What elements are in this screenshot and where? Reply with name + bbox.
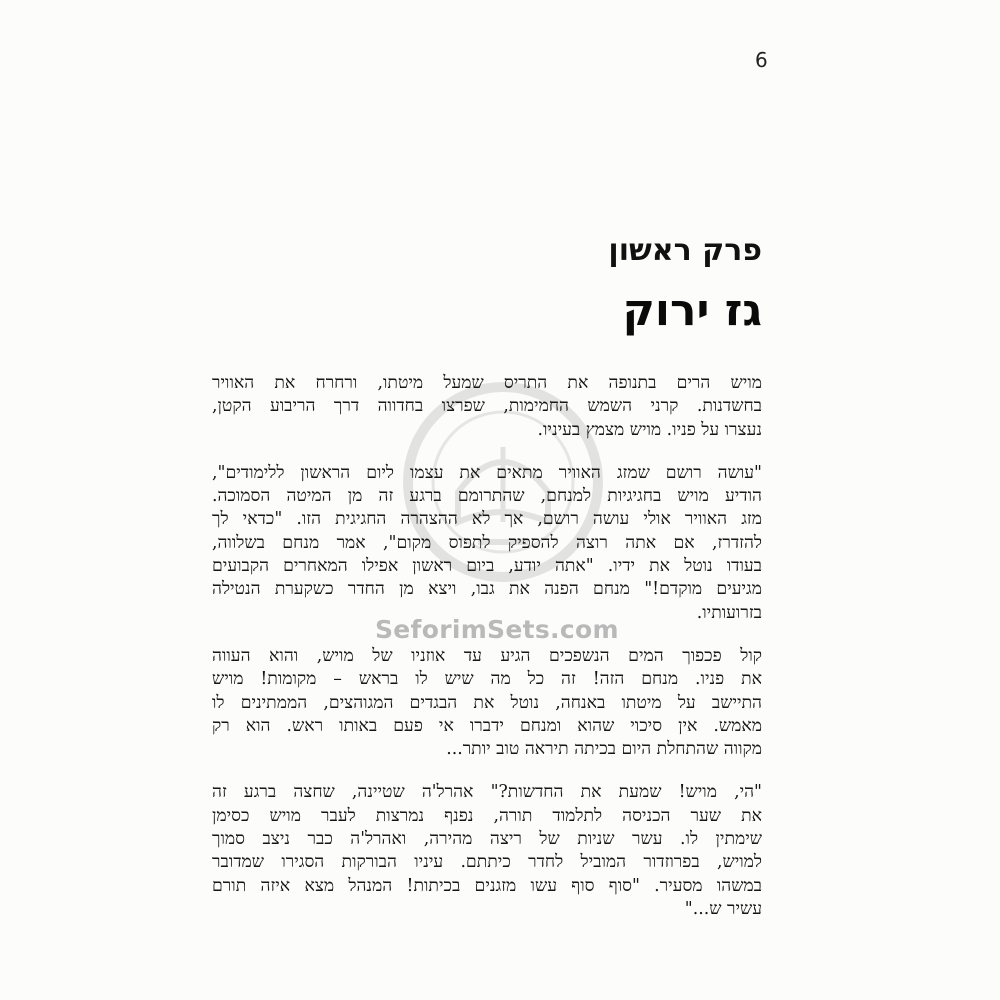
text-line: להזדרז, אם אתה רוצה להספיק לתפוס מקום", אמר מנחם בשלווה, bbox=[212, 532, 762, 553]
text-line: מזג האוויר אולי עושה רושם, אך לא ההצהרה החגיגית הזו. "כדאי לך bbox=[212, 509, 762, 530]
text-line: את פניו. מנחם הזה! זה כל מה שיש לו בראש – מקומות! מויש bbox=[212, 669, 762, 690]
watermark-text: SeforimSets.com bbox=[375, 615, 619, 644]
text-line: הודיע מויש בחגיגיות למנחם, שהתרומם ברגע זה מן המיטה הסמוכה. bbox=[212, 486, 762, 507]
text-line: מאמש. אין סיכוי שהוא ומנחם ידברו אי פעם באותו ראש. הוא רק bbox=[212, 715, 762, 736]
text-line: נעצרו על פניו. מויש מצמץ בעיניו. bbox=[537, 419, 762, 440]
text-line: מקווה שהתחלת היום בכיתה תיראה טוב יותר... bbox=[446, 739, 762, 760]
text-line: מגיעים מוקדם!" מנחם הפנה את גבו, ויצא מן החדר כשקערת הנטילה bbox=[212, 579, 762, 600]
text-line: מויש הרים בתנופה את התריס שמעל מיטתו, ורחרח את האוויר bbox=[212, 373, 762, 393]
chapter-title: גז ירוק bbox=[622, 285, 762, 336]
text-line: בחשדנות. קרני השמש החמימות, שפרצו בחדווה דרך הריבוע הקטן, bbox=[212, 396, 762, 417]
paragraph bbox=[212, 645, 762, 761]
text-line: למויש, בפרוזדור המוביל לחדר כיתתם. עיניו הבורקות הסגירו שמדובר bbox=[212, 852, 762, 873]
chapter-label: פרק ראשון bbox=[608, 233, 762, 268]
text-line: עשיר ש..." bbox=[684, 898, 762, 919]
paragraph bbox=[212, 781, 762, 921]
text-line: בעודו נוטל את ידיו. "אתה יודע, ביום ראשון אפילו המאחרים הקבועים bbox=[212, 556, 762, 577]
text-line: במשהו מסעיר. "סוף סוף עשו מזגנים בכיתות! המנהל מצא איזה תורם bbox=[212, 875, 762, 896]
paragraph bbox=[212, 372, 762, 442]
text-line: "הי, מויש! שמעת את החדשות?" אהרל'ה שטיינה, שחצה ברגע זה bbox=[212, 782, 762, 803]
text-line: את שער הכניסה לתלמוד תורה, נפנף נמרצות לעבר מויש כסימן bbox=[212, 805, 762, 826]
text-line: שימתין לו. עשר שניות של ריצה מהירה, ואהרל'ה כבר ניצב סמוך bbox=[212, 829, 762, 850]
chapter-body bbox=[212, 372, 762, 941]
text-line: "עושה רושם שמזג האוויר מתאים את עצמו ליום הראשון ללימודים", bbox=[212, 462, 762, 483]
text-line: בזרועותיו. bbox=[696, 602, 762, 623]
text-line: התיישב על מיטתו באנחה, נוטל את הבגדים המגוהצים, הממתינים לו bbox=[212, 692, 762, 713]
text-line: קול פכפוך המים הנשפכים הגיע עד אוזניו של מויש, והוא העווה bbox=[212, 645, 762, 666]
paragraph bbox=[212, 462, 762, 625]
page-number: 6 bbox=[755, 48, 768, 72]
